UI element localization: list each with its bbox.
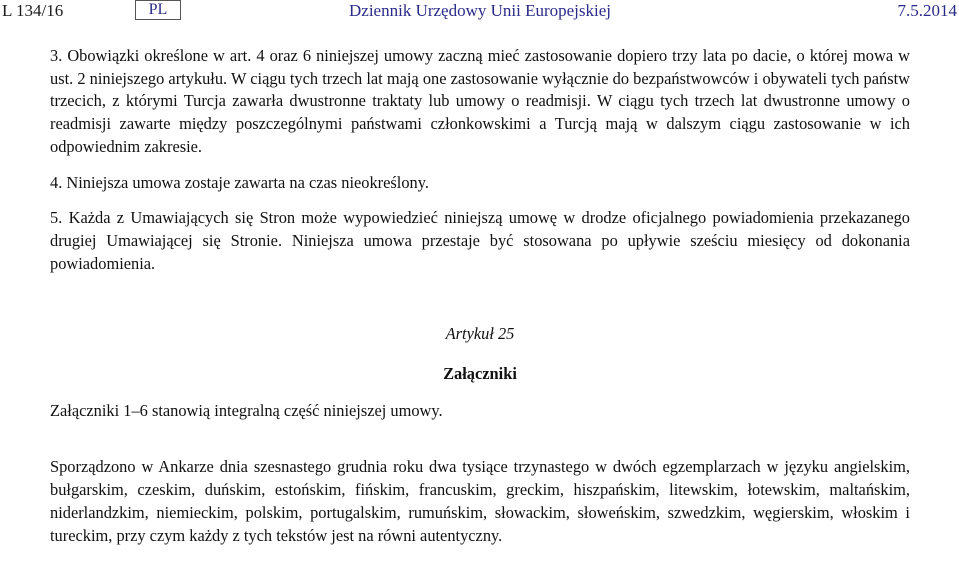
language-box: PL	[135, 0, 181, 20]
spacer	[50, 159, 910, 172]
spacer	[50, 386, 910, 400]
closing-paragraph: Sporządzono w Ankarze dnia szesnastego grudnia roku dwa tysiące trzynastego w dwóch egzemplarzach w języku angielskim, bułgarskim, czeskim, duńskim, estońskim, fińskim, francuskim, greckim, hiszpańskim, litewskim, łotewskim, maltańskim, niderlandzkim, niemieckim, polskim, portugalskim, rumuńskim, słowackim, słoweńskim, szwedzkim, węgierskim, włoskim i tureckim, przy czym każdy z tych tekstów jest na równi autentyczny.	[50, 457, 910, 545]
annex-sentence: Załączniki 1–6 stanowią integralną część niniejszej umowy.	[50, 400, 443, 420]
spacer	[50, 275, 910, 323]
spacer	[50, 346, 910, 363]
page-header	[0, 0, 959, 26]
article-title: Załączniki	[443, 364, 517, 384]
paragraph-4: 4. Niniejsza umowa zostaje zawarta na czas nieokreślony.	[50, 172, 429, 192]
page-reference: L 134/16	[2, 1, 64, 20]
document-body	[50, 45, 910, 547]
article-number: Artykuł 25	[445, 324, 515, 344]
spacer	[50, 194, 910, 207]
paragraph-3: 3. Obowiązki określone w art. 4 oraz 6 niniejszej umowy zaczną mieć zastosowanie dopiero trzy lata po dacie, o której mowa w ust. 2 niniejszego artykułu. W ciągu tych trzech lat mają one zastosowanie wyłącznie do bezpaństwowców i obywateli tych państw trzecich, z którymi Turcja zawarła dwustronne traktaty lub umowy o readmisji. W ciągu tych trzech lat dwustronne umowy o readmisji zawarte między poszczególnymi państwami członkowskimi a Turcją mają w dalszym ciągu zastosowanie w ich odpowiednim zakresie.	[50, 46, 910, 156]
spacer	[50, 422, 910, 456]
journal-title: Dziennik Urzędowy Unii Europejskiej	[349, 1, 612, 20]
publication-date: 7.5.2014	[897, 1, 957, 20]
paragraph-5: 5. Każda z Umawiających się Stron może wypowiedzieć niniejszą umowę w drodze oficjalnego powiadomienia przekazanego drugiej Umawiającej się Stronie. Niniejsza umowa przestaje być stosowana po upływie sześciu miesięcy od dokonania powiadomienia.	[50, 208, 910, 273]
